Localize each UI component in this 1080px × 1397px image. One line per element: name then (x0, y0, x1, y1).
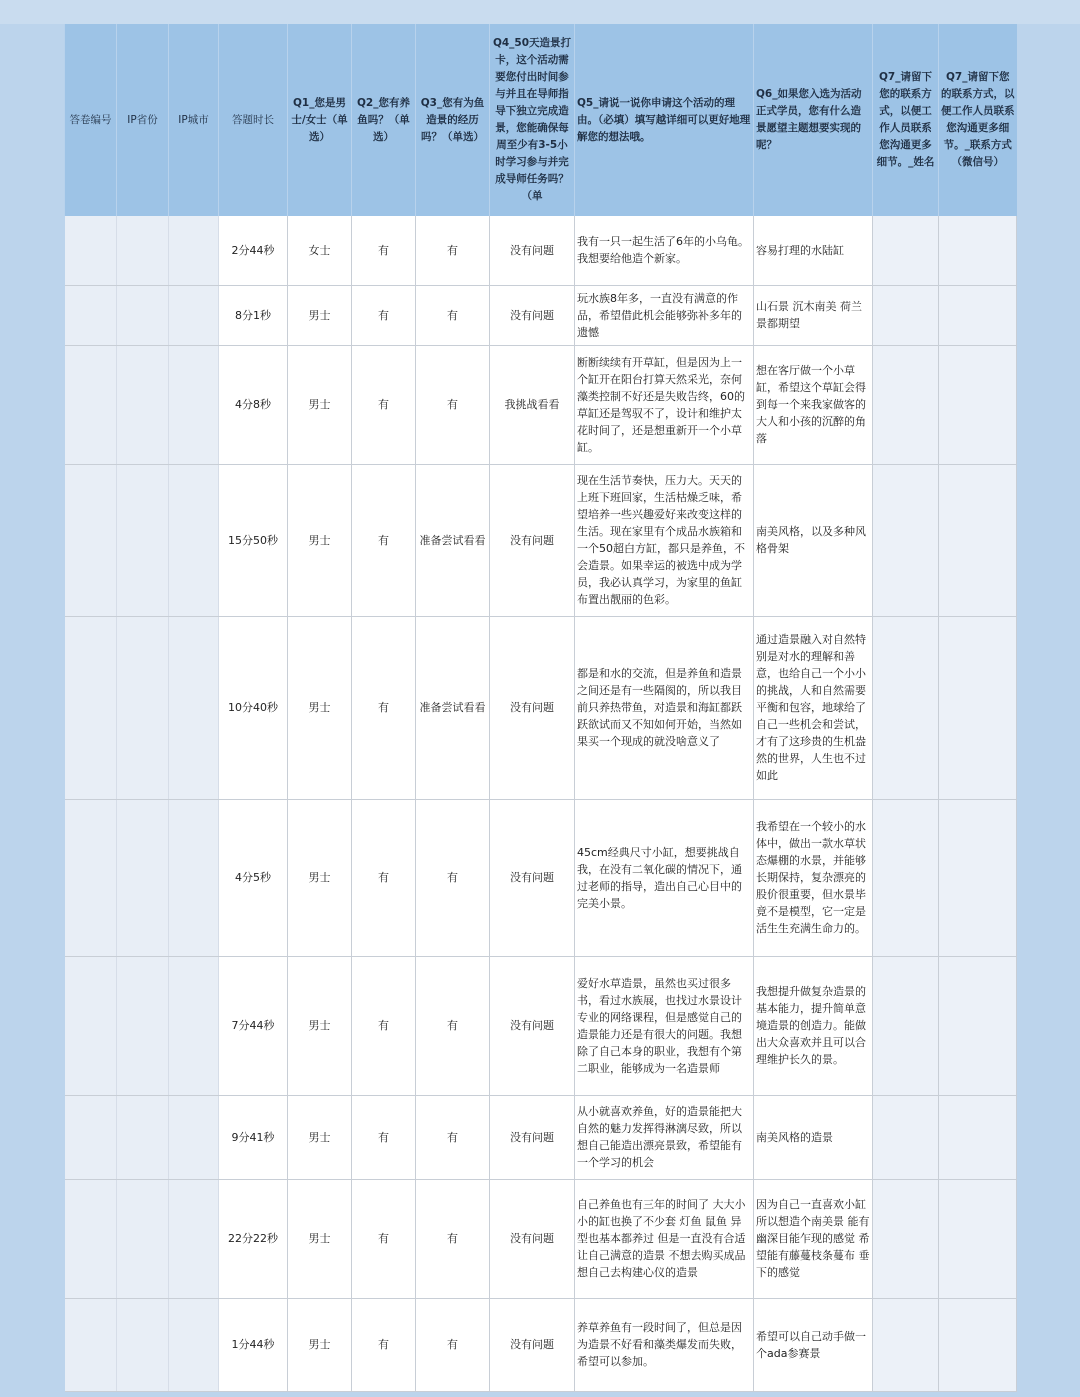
contact-cell[interactable] (939, 1095, 1017, 1179)
duration-cell[interactable]: 8分1秒 (219, 285, 288, 345)
wish-cell[interactable]: 我希望在一个较小的水体中，做出一款水草状态爆棚的水景，并能够长期保持，复杂漂亮的股价很重要，但水景毕竟不是模型，它一定是活生生充满生命力的。 (754, 799, 873, 956)
reason-cell[interactable]: 爱好水草造景，虽然也买过很多书，看过水族展，也找过水景设计专业的网络课程，但是感觉自己的造景能力还是有很大的问题。我想除了自己本身的职业，我想有个第二职业，能够成为一名造景师 (575, 956, 754, 1095)
commit-cell[interactable]: 没有问题 (490, 1298, 575, 1391)
province-cell[interactable] (117, 1095, 169, 1179)
reason-cell[interactable]: 45cm经典尺寸小缸，想要挑战自我，在没有二氧化碳的情况下，通过老师的指导，造出自己心目中的完美小景。 (575, 799, 754, 956)
survey-table (64, 24, 1017, 1392)
contact-cell[interactable] (939, 345, 1017, 464)
contact-cell[interactable] (939, 1179, 1017, 1298)
city-cell[interactable] (169, 1095, 219, 1179)
gender-cell[interactable]: 男士 (288, 1095, 352, 1179)
gender-cell[interactable]: 男士 (288, 799, 352, 956)
top-band (0, 0, 1080, 24)
wish-cell[interactable]: 通过造景融入对自然特别是对水的理解和善意，也给自己一个小小的挑战，人和自然需要平衡和包容，地球给了自己一些机会和尝试，才有了这珍贵的生机盎然的世界，人生也不过如此 (754, 616, 873, 799)
header-cell[interactable]: Q5_请说一说你申请这个活动的理由。（必填）填写越详细可以更好地理解您的想法哦。 (575, 24, 754, 216)
fish-cell[interactable]: 有 (352, 1179, 416, 1298)
province-cell[interactable] (117, 956, 169, 1095)
fish-cell[interactable]: 有 (352, 956, 416, 1095)
wish-cell[interactable]: 希望可以自己动手做一个ada参赛景 (754, 1298, 873, 1391)
header-cell[interactable]: Q4_50天造景打卡，这个活动需要您付出时间参与并且在导师指导下独立完成造景，您能确保每周至少有3-5小时学习参与并完成导师任务吗？（单 (490, 24, 575, 216)
scape-cell[interactable]: 有 (416, 799, 490, 956)
scape-cell[interactable]: 准备尝试看看 (416, 464, 490, 616)
name-cell[interactable] (873, 216, 939, 285)
name-cell[interactable] (873, 1095, 939, 1179)
name-cell[interactable] (873, 285, 939, 345)
province-cell[interactable] (117, 345, 169, 464)
name-cell[interactable] (873, 1179, 939, 1298)
header-cell[interactable]: IP城市 (169, 24, 219, 216)
contact-cell[interactable] (939, 799, 1017, 956)
id-cell[interactable] (65, 1095, 117, 1179)
city-cell[interactable] (169, 1179, 219, 1298)
header-cell[interactable]: IP省份 (117, 24, 169, 216)
name-cell[interactable] (873, 464, 939, 616)
header-cell[interactable]: 答题时长 (219, 24, 288, 216)
name-cell[interactable] (873, 799, 939, 956)
province-cell[interactable] (117, 216, 169, 285)
scape-cell[interactable]: 有 (416, 1095, 490, 1179)
wish-cell[interactable]: 南美风格的造景 (754, 1095, 873, 1179)
id-cell[interactable] (65, 616, 117, 799)
contact-cell[interactable] (939, 616, 1017, 799)
wish-cell[interactable]: 想在客厅做一个小草缸，希望这个草缸会得到每一个来我家做客的大人和小孩的沉醉的角落 (754, 345, 873, 464)
id-cell[interactable] (65, 345, 117, 464)
table-row[interactable] (65, 1095, 1017, 1179)
city-cell[interactable] (169, 345, 219, 464)
duration-cell[interactable]: 2分44秒 (219, 216, 288, 285)
gender-cell[interactable]: 男士 (288, 345, 352, 464)
id-cell[interactable] (65, 216, 117, 285)
table-row[interactable] (65, 799, 1017, 956)
duration-cell[interactable]: 4分5秒 (219, 799, 288, 956)
province-cell[interactable] (117, 1298, 169, 1391)
right-margin (1016, 24, 1080, 1397)
fish-cell[interactable]: 有 (352, 285, 416, 345)
reason-cell[interactable]: 都是和水的交流，但是养鱼和造景之间还是有一些隔阂的，所以我目前只养热带鱼，对造景和海缸都跃跃欲试而又不知如何开始，当然如果买一个现成的就没啥意义了 (575, 616, 754, 799)
province-cell[interactable] (117, 464, 169, 616)
city-cell[interactable] (169, 464, 219, 616)
gender-cell[interactable]: 男士 (288, 1179, 352, 1298)
city-cell[interactable] (169, 616, 219, 799)
contact-cell[interactable] (939, 956, 1017, 1095)
duration-cell[interactable]: 15分50秒 (219, 464, 288, 616)
table-row[interactable] (65, 1179, 1017, 1298)
duration-cell[interactable]: 22分22秒 (219, 1179, 288, 1298)
city-cell[interactable] (169, 799, 219, 956)
commit-cell[interactable]: 没有问题 (490, 1095, 575, 1179)
header-cell[interactable]: Q3_您有为鱼造景的经历吗？（单选） (416, 24, 490, 216)
wish-cell[interactable]: 山石景 沉木南美 荷兰景都期望 (754, 285, 873, 345)
header-cell[interactable]: Q7_请留下您的联系方式，以便工作人员联系您沟通更多细节。_联系方式（微信号） (939, 24, 1017, 216)
city-cell[interactable] (169, 216, 219, 285)
name-cell[interactable] (873, 1298, 939, 1391)
province-cell[interactable] (117, 1179, 169, 1298)
scape-cell[interactable]: 有 (416, 216, 490, 285)
reason-cell[interactable]: 从小就喜欢养鱼，好的造景能把大自然的魅力发挥得淋漓尽致，所以想自己能造出漂亮景致，希望能有一个学习的机会 (575, 1095, 754, 1179)
gender-cell[interactable]: 男士 (288, 285, 352, 345)
table-row[interactable] (65, 285, 1017, 345)
header-cell[interactable]: Q7_请留下您的联系方式，以便工作人员联系您沟通更多细节。_姓名 (873, 24, 939, 216)
reason-cell[interactable]: 我有一只一起生活了6年的小乌龟。我想要给他造个新家。 (575, 216, 754, 285)
gender-cell[interactable]: 男士 (288, 956, 352, 1095)
commit-cell[interactable]: 我挑战看看 (490, 345, 575, 464)
reason-cell[interactable]: 玩水族8年多，一直没有满意的作品，希望借此机会能够弥补多年的遗憾 (575, 285, 754, 345)
fish-cell[interactable]: 有 (352, 1095, 416, 1179)
header-cell[interactable]: Q6_如果您入选为活动正式学员，您有什么造景愿望主题想要实现的呢？ (754, 24, 873, 216)
name-cell[interactable] (873, 956, 939, 1095)
scape-cell[interactable]: 有 (416, 1179, 490, 1298)
wish-cell[interactable]: 因为自己一直喜欢小缸 所以想造个南美景 能有幽深目能乍现的感觉 希望能有藤蔓枝条蔓布 垂下的感觉 (754, 1179, 873, 1298)
contact-cell[interactable] (939, 1298, 1017, 1391)
commit-cell[interactable]: 没有问题 (490, 216, 575, 285)
contact-cell[interactable] (939, 216, 1017, 285)
fish-cell[interactable]: 有 (352, 616, 416, 799)
gender-cell[interactable]: 男士 (288, 1298, 352, 1391)
table-row[interactable] (65, 464, 1017, 616)
id-cell[interactable] (65, 285, 117, 345)
province-cell[interactable] (117, 616, 169, 799)
id-cell[interactable] (65, 464, 117, 616)
header-cell[interactable]: Q2_您有养鱼吗？（单选） (352, 24, 416, 216)
name-cell[interactable] (873, 345, 939, 464)
reason-cell[interactable]: 断断续续有开草缸，但是因为上一个缸开在阳台打算天然采光，奈何藻类控制不好还是失败告终，60的草缸还是驾驭不了，设计和维护太花时间了，还是想重新开一个小草缸。 (575, 345, 754, 464)
header-row (65, 24, 1017, 216)
id-cell[interactable] (65, 1179, 117, 1298)
scape-cell[interactable]: 有 (416, 1298, 490, 1391)
fish-cell[interactable]: 有 (352, 464, 416, 616)
table-row[interactable] (65, 616, 1017, 799)
province-cell[interactable] (117, 799, 169, 956)
id-cell[interactable] (65, 1298, 117, 1391)
name-cell[interactable] (873, 616, 939, 799)
header-cell[interactable]: Q1_您是男士/女士（单选） (288, 24, 352, 216)
gender-cell[interactable]: 男士 (288, 464, 352, 616)
duration-cell[interactable]: 7分44秒 (219, 956, 288, 1095)
city-cell[interactable] (169, 956, 219, 1095)
fish-cell[interactable]: 有 (352, 1298, 416, 1391)
province-cell[interactable] (117, 285, 169, 345)
duration-cell[interactable]: 9分41秒 (219, 1095, 288, 1179)
gender-cell[interactable]: 女士 (288, 216, 352, 285)
duration-cell[interactable]: 1分44秒 (219, 1298, 288, 1391)
wish-cell[interactable]: 容易打理的水陆缸 (754, 216, 873, 285)
wish-cell[interactable]: 南美风格，以及多种风格骨架 (754, 464, 873, 616)
id-cell[interactable] (65, 956, 117, 1095)
city-cell[interactable] (169, 1298, 219, 1391)
contact-cell[interactable] (939, 464, 1017, 616)
id-cell[interactable] (65, 799, 117, 956)
contact-cell[interactable] (939, 285, 1017, 345)
table-row[interactable] (65, 956, 1017, 1095)
gender-cell[interactable]: 男士 (288, 616, 352, 799)
commit-cell[interactable]: 没有问题 (490, 799, 575, 956)
fish-cell[interactable]: 有 (352, 799, 416, 956)
scape-cell[interactable]: 有 (416, 345, 490, 464)
commit-cell[interactable]: 没有问题 (490, 464, 575, 616)
table-row[interactable] (65, 216, 1017, 285)
scape-cell[interactable]: 有 (416, 285, 490, 345)
commit-cell[interactable]: 没有问题 (490, 285, 575, 345)
commit-cell[interactable]: 没有问题 (490, 956, 575, 1095)
duration-cell[interactable]: 10分40秒 (219, 616, 288, 799)
scape-cell[interactable]: 有 (416, 956, 490, 1095)
duration-cell[interactable]: 4分8秒 (219, 345, 288, 464)
wish-cell[interactable]: 我想提升做复杂造景的基本能力，提升简单意境造景的创造力。能做出大众喜欢并且可以合理维护长久的景。 (754, 956, 873, 1095)
fish-cell[interactable]: 有 (352, 216, 416, 285)
scape-cell[interactable]: 准备尝试看看 (416, 616, 490, 799)
table-row[interactable] (65, 1298, 1017, 1391)
reason-cell[interactable]: 现在生活节奏快，压力大。天天的上班下班回家，生活枯燥乏味，希望培养一些兴趣爱好来改变这样的生活。现在家里有个成品水族箱和一个50超白方缸，都只是养鱼，不会造景。如果幸运的被选中成为学员，我必认真学习，为家里的鱼缸布置出靓丽的色彩。 (575, 464, 754, 616)
commit-cell[interactable]: 没有问题 (490, 1179, 575, 1298)
left-margin (0, 24, 64, 1397)
header-cell[interactable]: 答卷编号 (65, 24, 117, 216)
fish-cell[interactable]: 有 (352, 345, 416, 464)
reason-cell[interactable]: 养草养鱼有一段时间了，但总是因为造景不好看和藻类爆发而失败，希望可以参加。 (575, 1298, 754, 1391)
table-row[interactable] (65, 345, 1017, 464)
commit-cell[interactable]: 没有问题 (490, 616, 575, 799)
reason-cell[interactable]: 自己养鱼也有三年的时间了 大大小小的缸也换了不少套 灯鱼 鼠鱼 异型也基本都养过 但是一直没有合适让自己满意的造景 不想去购买成品 想自己去构建心仪的造景 (575, 1179, 754, 1298)
city-cell[interactable] (169, 285, 219, 345)
